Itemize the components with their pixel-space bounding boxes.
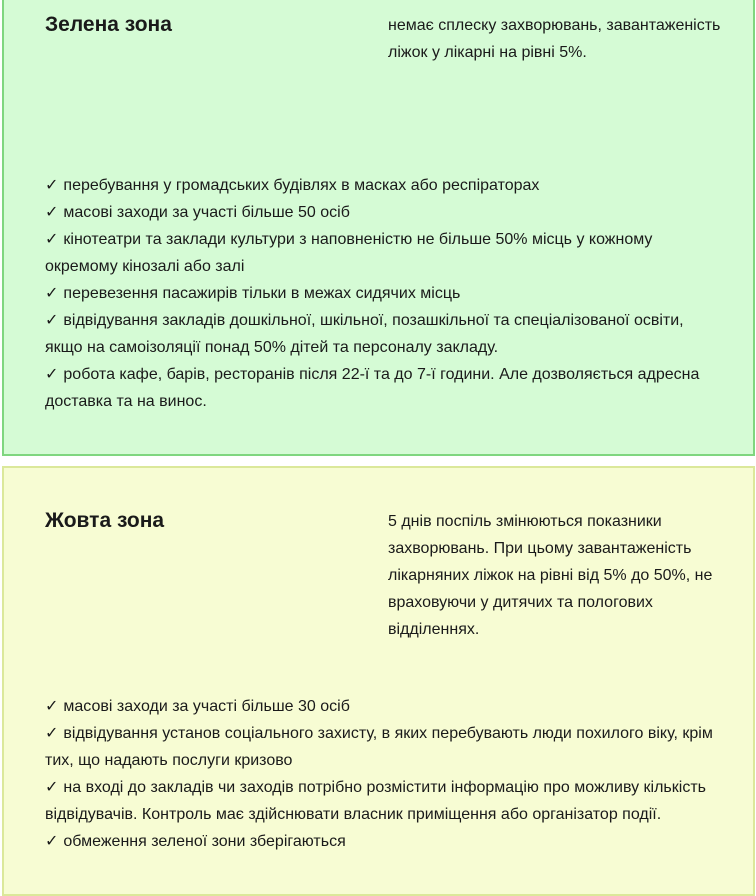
yellow-zone-description: 5 днів поспіль змінюються показники захворювань. При цьому завантаженість лікарняних ліжок на рівні від 5% до 50%, не враховуючи у дитячих та пологових відділеннях.	[388, 513, 713, 638]
rule-text: перевезення пасажирів тільки в межах сидячих місць	[63, 285, 461, 302]
check-icon: ✓	[45, 285, 59, 302]
check-icon: ✓	[45, 833, 59, 850]
yellow-zone-title: Жовта зона	[45, 509, 165, 532]
green-rule-item	[45, 361, 725, 415]
rule-text: масові заходи за участі більше 50 осіб	[63, 204, 350, 221]
check-icon: ✓	[45, 312, 59, 329]
green-zone-title: Зелена зона	[45, 13, 172, 36]
check-icon: ✓	[45, 698, 59, 715]
yellow-rule-item	[45, 720, 725, 774]
yellow-rule-item	[45, 693, 725, 720]
green-rule-item	[45, 172, 725, 199]
green-zone-rules	[45, 172, 725, 415]
yellow-rule-item	[45, 774, 725, 828]
rule-text: робота кафе, барів, ресторанів після 22-ї та до 7-ї години. Але дозволяється адресна доставка та на винос.	[45, 366, 700, 410]
green-zone-description: немає сплеску захворювань, завантаженість ліжок у лікарні на рівні 5%.	[388, 17, 721, 61]
green-rule-item	[45, 307, 725, 361]
green-rule-item	[45, 226, 725, 280]
rule-text: масові заходи за участі більше 30 осіб	[63, 698, 350, 715]
rule-text: на вході до закладів чи заходів потрібно розмістити інформацію про можливу кількість відвідувачів. Контроль має здійснювати власник приміщення або організатор події.	[45, 779, 706, 823]
check-icon: ✓	[45, 231, 59, 248]
yellow-zone-card	[2, 466, 755, 896]
check-icon: ✓	[45, 204, 59, 221]
rule-text: відвідування установ соціального захисту, в яких перебувають люди похилого віку, крім тих, що надають послуги кризово	[45, 725, 713, 769]
rule-text: кінотеатри та заклади культури з наповненістю не більше 50% місць у кожному окремому кінозалі або залі	[45, 231, 653, 275]
yellow-zone-rules	[45, 693, 725, 855]
check-icon: ✓	[45, 725, 59, 742]
green-zone-card	[2, 0, 755, 456]
check-icon: ✓	[45, 366, 59, 383]
rule-text: обмеження зеленої зони зберігаються	[63, 833, 346, 850]
rule-text: перебування у громадських будівлях в масках або респіраторах	[63, 177, 540, 194]
rule-text: відвідування закладів дошкільної, шкільної, позашкільної та спеціалізованої освіти, якщо на самоізоляції понад 50% дітей та персоналу закладу.	[45, 312, 684, 356]
green-rule-item	[45, 199, 725, 226]
yellow-rule-item	[45, 828, 725, 855]
check-icon: ✓	[45, 177, 59, 194]
check-icon: ✓	[45, 779, 59, 796]
green-rule-item	[45, 280, 725, 307]
